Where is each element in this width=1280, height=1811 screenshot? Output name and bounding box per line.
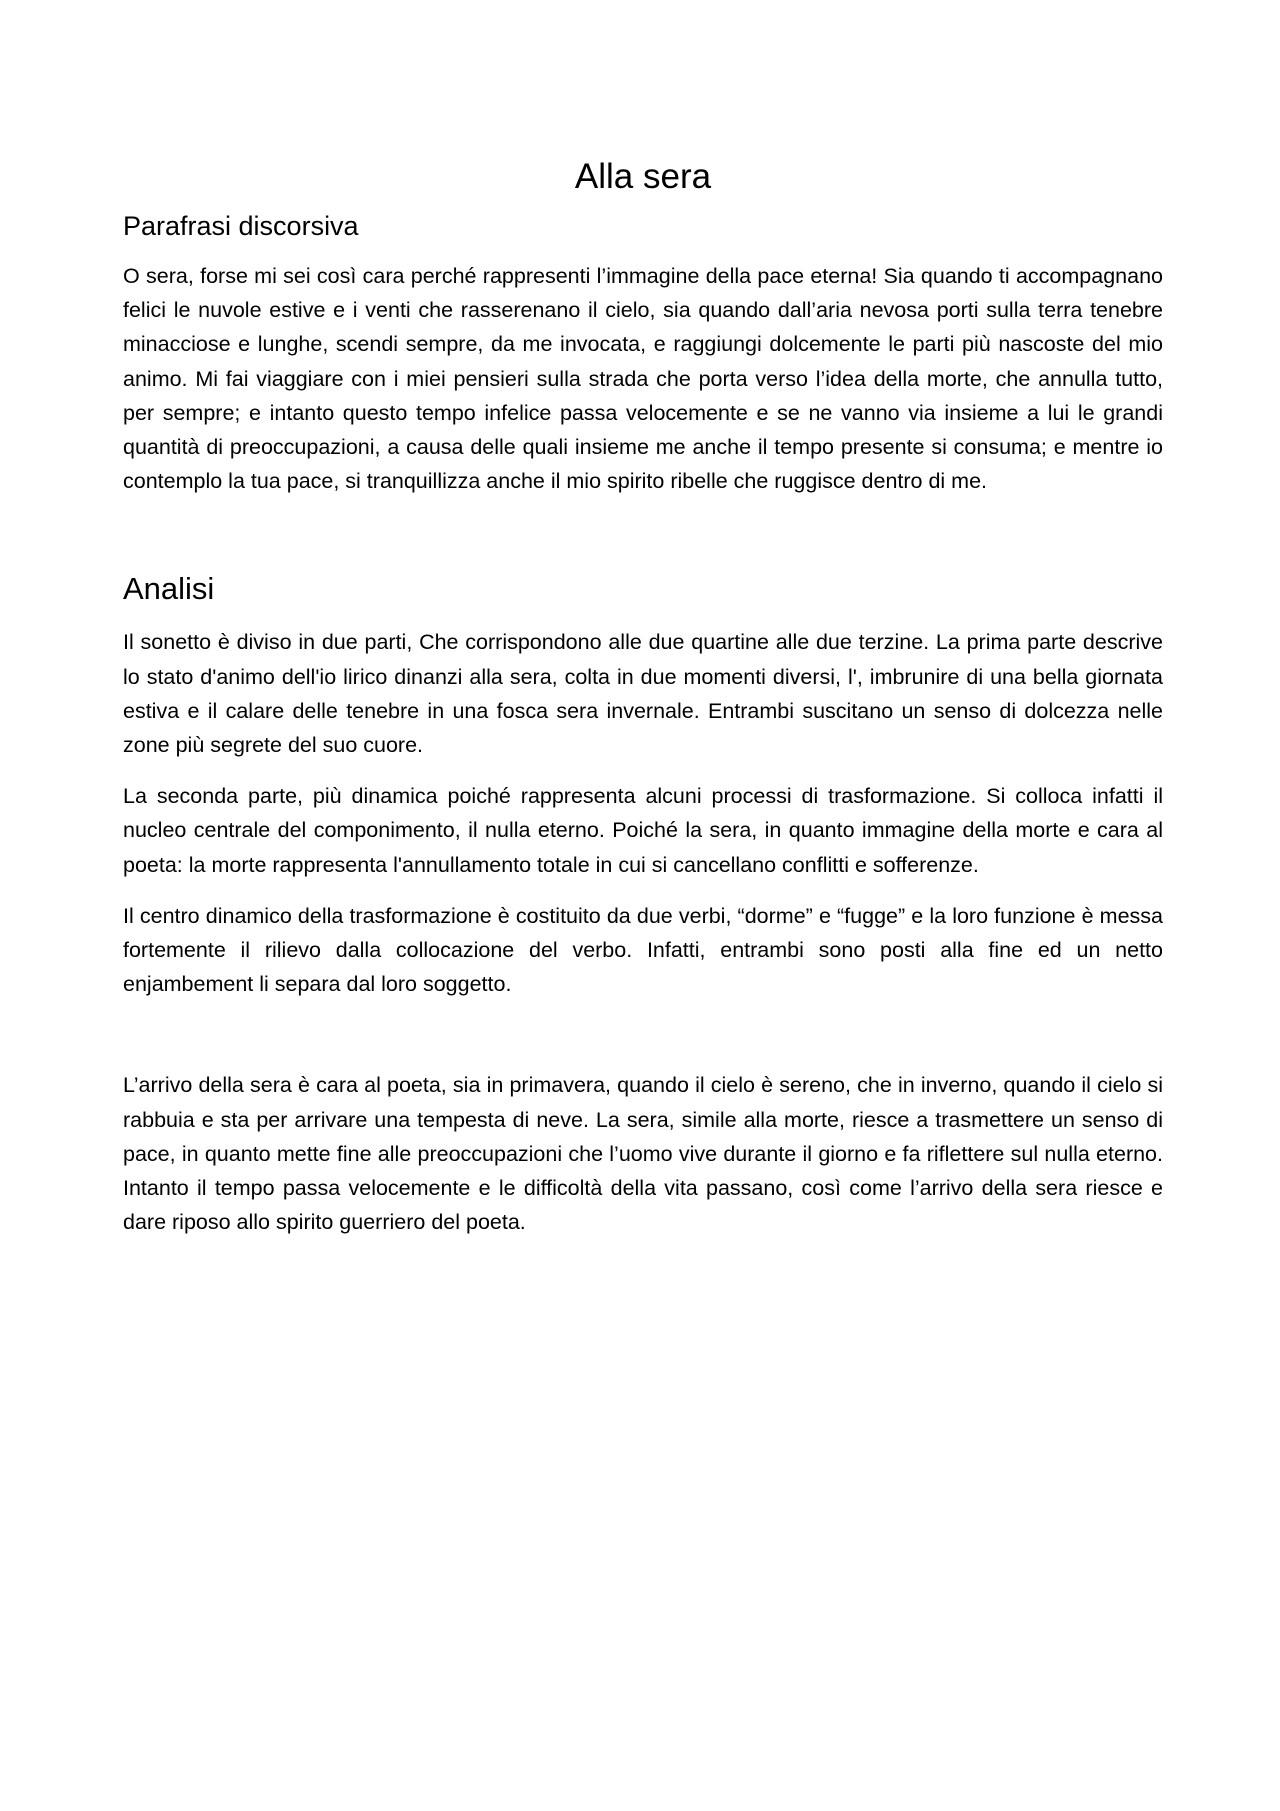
section-heading-analisi: Analisi	[123, 571, 215, 607]
section-heading-parafrasi: Parafrasi discorsiva	[123, 211, 359, 241]
paragraph-analisi-4: L’arrivo della sera è cara al poeta, sia in primavera, quando il cielo è sereno, che in inverno, quando il cielo si rabbuia e sta per arrivare una tempesta di neve. La sera, simile alla morte, riesce a trasmettere un senso di pace, in quanto mette fine alle preoccupazioni che l’uomo vive durante il giorno e fa riflettere sul nulla eterno. Intanto il tempo passa velocemente e le difficoltà della vita passano, così come l’arrivo della sera riesce e dare riposo allo spirito guerriero del poeta.	[123, 1073, 1163, 1235]
paragraph-parafrasi: O sera, forse mi sei così cara perché rappresenti l’immagine della pace eterna! Sia quando ti accompagnano felici le nuvole estive e i venti che rasserenano il cielo, sia quando dall’aria nevosa porti sulla terra tenebre minacciose e lunghe, scendi sempre, da me invocata, e raggiungi dolcemente le parti più nascoste del mio animo. Mi fai viaggiare con i miei pensieri sulla strada che porta verso l’idea della morte, che annulla tutto, per sempre; e intanto questo tempo infelice passa velocemente e se ne vanno via insieme a lui le grandi quantità di preoccupazioni, a causa delle quali insieme me anche il tempo presente si consuma; e mentre io contemplo la tua pace, si tranquillizza anche il mio spirito ribelle che ruggisce dentro di me.	[123, 264, 1163, 494]
document-title: Alla sera	[574, 157, 712, 196]
paragraph-analisi-3: Il centro dinamico della trasformazione è costituito da due verbi, “dorme” e “fugge” e la loro funzione è messa fortemente il rilievo dalla collocazione del verbo. Infatti, entrambi sono posti alla fine ed un netto enjambement li separa dal loro soggetto.	[123, 903, 1163, 997]
paragraph-analisi-1: Il sonetto è diviso in due parti, Che corrispondono alle due quartine alle due terzine. La prima parte descrive lo stato d'animo dell'io lirico dinanzi alla sera, colta in due momenti diversi, l', imbrunire di una bella giornata estiva e il calare delle tenebre in una fosca sera invernale. Entrambi suscitano un senso di dolcezza nelle zone più segrete del suo cuore.	[123, 630, 1163, 758]
document-page	[123, 152, 1163, 1239]
paragraph-analisi-2: La seconda parte, più dinamica poiché rappresenta alcuni processi di trasformazione. Si colloca infatti il nucleo centrale del componimento, il nulla eterno. Poiché la sera, in quanto immagine della morte e cara al poeta: la morte rappresenta l'annullamento totale in cui si cancellano conflitti e sofferenze.	[123, 784, 1163, 877]
